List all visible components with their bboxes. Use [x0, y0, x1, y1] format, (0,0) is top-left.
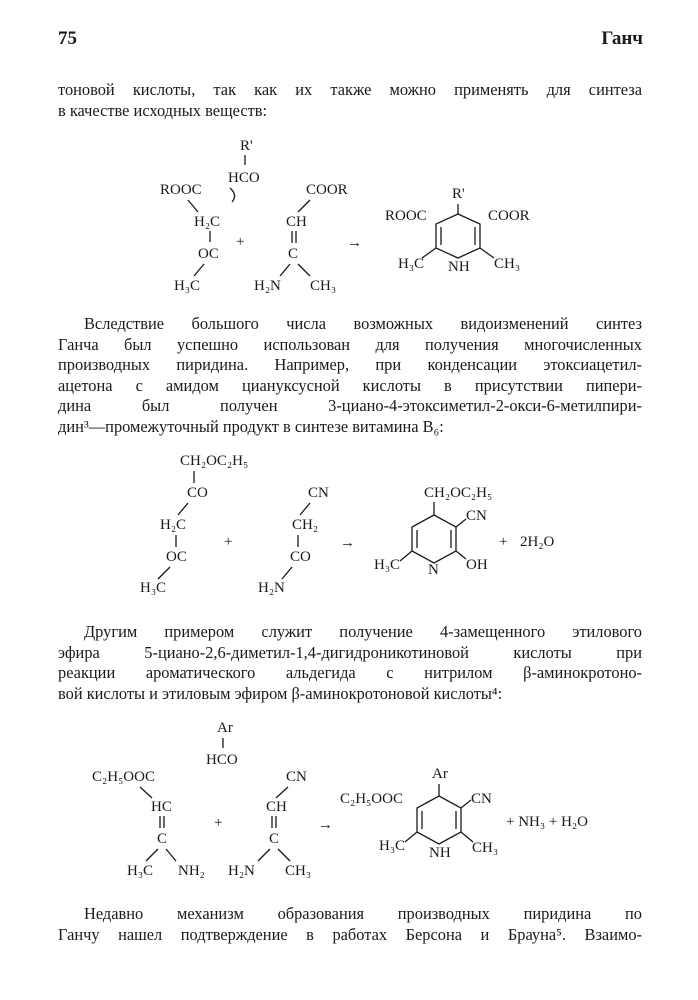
text-line: эфира 5-циано-2,6-диметил-1,4-дигидроникотиновой кислоты при [58, 642, 642, 662]
text-line: вой кислоты и этиловым эфиром β-аминокротоновой кислоты⁴: [58, 683, 503, 703]
reagent1-carbonyl: CO [187, 485, 208, 501]
reagent2-amine: H₂N [254, 278, 281, 294]
dihydropyridine-ring [436, 214, 480, 258]
product-methyl-right: CH₃ [494, 256, 521, 272]
product-nh: NH [448, 259, 470, 275]
reagent2-carbonyl: CO [290, 549, 311, 565]
product-ester: C₂H₅OOC [340, 791, 403, 807]
bond [166, 849, 176, 861]
reaction-scheme-3 [0, 712, 698, 882]
paragraph-4 [58, 904, 642, 945]
bond [158, 567, 170, 579]
reagent1-amine: NH₂ [178, 863, 205, 879]
aldehyde-group: HCO [228, 170, 260, 186]
plus-sign: + [214, 815, 223, 831]
bond [282, 567, 292, 579]
reagent1-ch: HC [151, 799, 172, 815]
bond [298, 264, 310, 276]
bond [146, 849, 158, 861]
product-methyl-left: H₃C [379, 838, 406, 854]
bond [188, 200, 198, 212]
reagent2-ch: CH [286, 214, 307, 230]
byproducts: + NH₃ + H₂O [506, 814, 588, 830]
bond [280, 264, 290, 276]
product-methyl-right: CH₃ [472, 840, 499, 856]
product-ester-left: ROOC [385, 208, 427, 224]
reagent1-ester: ROOC [160, 182, 202, 198]
bond [298, 200, 310, 212]
text-line: дин³—промежуточный продукт в синтезе витамина B₆: [58, 416, 444, 436]
plus-sign: + [499, 534, 508, 550]
product-nitrile: CN [466, 508, 487, 524]
dihydropyridine-ring [417, 796, 461, 844]
running-head: Ганч [601, 28, 643, 49]
bond [276, 787, 288, 798]
reagent2-nitrile: CN [286, 769, 307, 785]
reagent2-amine: H₂N [228, 863, 255, 879]
paragraph-1 [58, 80, 642, 121]
product-nh: NH [429, 845, 451, 861]
page-header [58, 28, 643, 56]
aldehyde-aryl: Ar [217, 720, 233, 736]
reagent1-ch2: H₂C [194, 214, 221, 230]
reagent2-methyl: CH₃ [310, 278, 337, 294]
bond [258, 849, 270, 861]
bond [422, 248, 436, 258]
product-ring-nitrogen: N [428, 562, 439, 578]
text-line: дина был получен 3-циано-4-этоксиметил-2-окси-6-метилпири- [58, 396, 642, 415]
text-line: Ганча был успешно использован для получения многочисленных [58, 334, 642, 354]
reagent2-carbon: C [288, 246, 299, 262]
bond [456, 519, 466, 527]
reagent2-carbon: C [269, 831, 280, 847]
reaction-scheme-1 [0, 130, 698, 300]
reagent1-methyl: H₃C [127, 863, 154, 879]
text-line: производных пиридина. Например, при конденсации этоксиацетил- [58, 355, 642, 374]
bond [480, 248, 494, 258]
bond [400, 551, 412, 561]
reaction-arrow: → [340, 535, 355, 551]
reagent2-amine: H₂N [258, 580, 285, 596]
reagent1-ethoxymethyl: CH₂OC₂H₅ [180, 453, 249, 469]
bond [456, 551, 466, 559]
text-line: Недавно механизм образования производных пиридина по [84, 904, 642, 923]
product-ethoxymethyl: CH₂OC₂H₅ [424, 485, 493, 501]
reaction-arrow: → [347, 235, 362, 251]
reagent1-keto: OC [166, 549, 187, 565]
text-line: Вследствие большого числа возможных видоизменений синтез [84, 314, 642, 333]
reagent2-methyl: CH₃ [285, 863, 312, 879]
text-line: ацетона с амидом циануксусной кислоты в присутствии пипери- [58, 375, 642, 395]
bond [140, 787, 152, 798]
reaction-scheme-2 [0, 445, 698, 605]
text-line: в качестве исходных веществ: [58, 100, 268, 120]
product-methyl-left: H₃C [398, 256, 425, 272]
plus-sign: + [236, 234, 245, 250]
reagent2-nitrile: CN [308, 485, 329, 501]
product-nitrile: CN [471, 791, 492, 807]
bond [230, 188, 235, 202]
bond [178, 503, 188, 515]
aldehyde-group: HCO [206, 752, 238, 768]
product-substituent: R' [452, 186, 465, 202]
reagent1-methyl: H₃C [174, 278, 201, 294]
reagent1-carbonyl: OC [198, 246, 219, 262]
pyridine-ring [412, 515, 456, 563]
text-line: Другим примером служит получение 4-замещенного этилового [84, 622, 642, 641]
plus-sign: + [224, 534, 233, 550]
reagent1-ester: C₂H₅OOC [92, 769, 155, 785]
reagent1-methyl: H₃C [140, 580, 167, 596]
text-line: тоновой кислоты, так как их также можно применять для синтеза [58, 80, 642, 99]
text-line: реакции ароматического альдегида с нитрилом β-аминокротоно- [58, 663, 642, 682]
byproduct-water: 2H₂O [520, 534, 555, 550]
reagent2-ch2: CH₂ [292, 517, 319, 533]
bond [278, 849, 290, 861]
product-ester-right: COOR [488, 208, 530, 224]
paragraph-3 [58, 622, 642, 704]
reagent2-ch: CH [266, 799, 287, 815]
reagent2-ester: COOR [306, 182, 348, 198]
text-line: Ганчу нашел подтверждение в работах Берсона и Брауна⁵. Взаимо- [58, 924, 642, 944]
page-number: 75 [58, 28, 77, 49]
aldehyde-substituent: R' [240, 138, 253, 154]
reaction-arrow: → [318, 817, 333, 833]
reagent1-carbon: C [157, 831, 168, 847]
product-methyl: H₃C [374, 557, 401, 573]
bond [405, 832, 417, 842]
paragraph-2 [58, 314, 642, 437]
bond [194, 264, 204, 276]
reagent1-ch2: H₂C [160, 517, 187, 533]
product-aryl: Ar [432, 766, 448, 782]
bond [300, 503, 310, 515]
bond [461, 800, 471, 808]
product-hydroxyl: OH [466, 557, 488, 573]
